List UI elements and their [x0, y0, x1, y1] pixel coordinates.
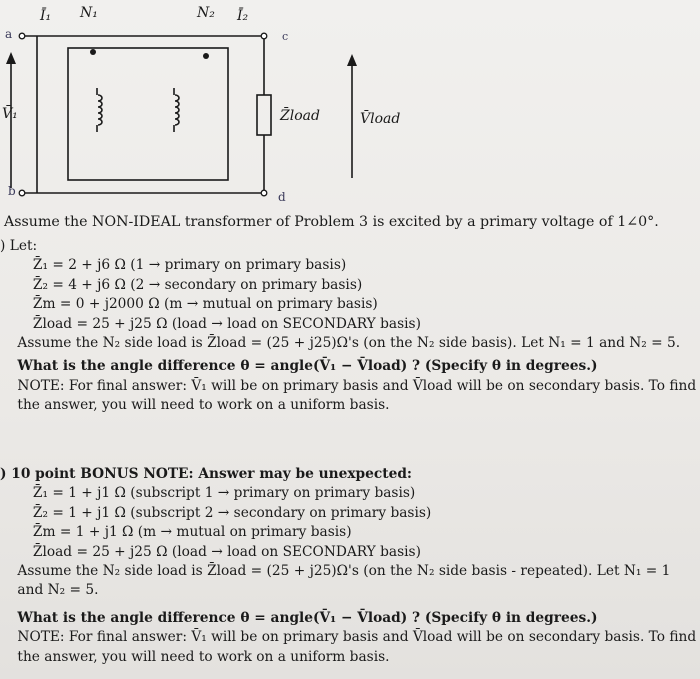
part-a-line-2: Z̄₂ = 4 + j6 Ω (2 → secondary on primary basis): [32, 276, 363, 293]
part-a-note-1: NOTE: For final answer: V̄₁ will be on primary basis and V̄load will be on secondary basis. To find: [17, 377, 697, 394]
core-outline: [68, 48, 228, 180]
part-a-line-1: Z̄₁ = 2 + j6 Ω (1 → primary on primary basis): [32, 257, 347, 274]
node-b-label: b: [8, 184, 16, 198]
part-b-question: What is the angle difference θ = angle(V̄₁ − V̄load) ? (Specify θ in degrees.): [17, 609, 598, 626]
part-a-note-2: the answer, you will need to work on a uniform basis.: [17, 397, 390, 414]
part-b-note-2: the answer, you will need to work on a uniform basis.: [17, 648, 390, 665]
part-b: [0, 465, 700, 667]
part-b-note-1: NOTE: For final answer: V̄₁ will be on primary basis and V̄load will be on secondary basis. To find: [17, 629, 697, 646]
secondary-coil: [175, 95, 179, 125]
vload-arrow-head: [347, 54, 357, 66]
i1-label: Ī₁: [40, 8, 52, 24]
part-b-assume-1: Assume the N₂ side load is Z̄load = (25 + j25)Ω's (on the N₂ side basis - repeated). Let N₁ = 1: [17, 563, 671, 580]
part-a-question: What is the angle difference θ = angle(V̄₁ − V̄load) ? (Specify θ in degrees.): [17, 358, 598, 375]
part-b-marker: ) 10 point BONUS NOTE: Answer may be unexpected:: [0, 466, 412, 482]
primary-polarity-dot: [90, 49, 96, 55]
primary-coil: [98, 95, 102, 125]
part-b-line-1: Z̄₁ = 1 + j1 Ω (subscript 1 → primary on primary basis): [32, 485, 416, 502]
part-a: [0, 237, 700, 416]
intro-text: Assume the NON-IDEAL transformer of Problem 3 is excited by a primary voltage of 1∠0°.: [4, 214, 659, 230]
transformer-circuit: [0, 0, 700, 215]
secondary-polarity-dot: [203, 53, 209, 59]
v1-arrow-head: [6, 52, 16, 64]
part-b-line-4: Z̄load = 25 + j25 Ω (load → load on SECONDARY basis): [32, 543, 421, 560]
terminal-d: [261, 190, 267, 196]
part-b-line-2: Z̄₂ = 1 + j1 Ω (subscript 2 → secondary on primary basis): [32, 504, 432, 521]
terminal-c: [261, 33, 267, 39]
part-a-line-3: Z̄m = 0 + j2000 Ω (m → mutual on primary basis): [32, 296, 378, 313]
part-a-marker: ) Let:: [0, 238, 38, 254]
n1-label: N₁: [80, 5, 98, 21]
terminal-a: [19, 33, 25, 39]
part-a-line-4: Z̄load = 25 + j25 Ω (load → load on SECONDARY basis): [32, 315, 421, 332]
i2-label: Ī₂: [237, 8, 249, 24]
load-resistor: [257, 95, 271, 135]
node-d-label: d: [278, 190, 286, 204]
part-a-assume: Assume the N₂ side load is Z̄load = (25 + j25)Ω's (on the N₂ side basis). Let N₁ = 1 and N₂ = 5.: [17, 335, 681, 352]
terminal-b: [19, 190, 25, 196]
node-c-label: c: [282, 30, 289, 43]
zload-label: Z̄load: [280, 108, 320, 124]
node-a-label: a: [5, 27, 13, 41]
n2-label: N₂: [197, 5, 215, 21]
part-b-assume-2: and N₂ = 5.: [17, 582, 99, 599]
part-b-line-3: Z̄m = 1 + j1 Ω (m → mutual on primary basis): [32, 524, 352, 541]
vload-label: V̄load: [360, 111, 401, 127]
v1-label: V̄₁: [2, 106, 18, 122]
